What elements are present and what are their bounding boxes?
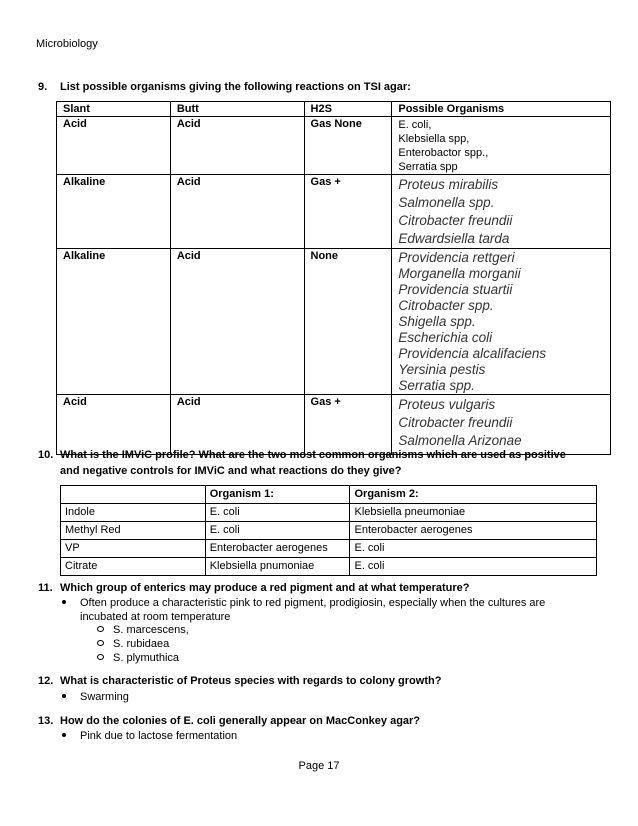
page-number: Page 17: [298, 760, 340, 772]
organism: Salmonella Arizonae: [398, 433, 522, 448]
organism: Citrobacter freundii: [398, 415, 513, 430]
organism: Providencia stuartii: [398, 282, 513, 297]
butt-cell: Acid: [170, 249, 304, 395]
slant-cell: Acid: [57, 117, 171, 175]
organism: Serratia spp.: [398, 378, 475, 393]
organism: Yersinia pestis: [398, 362, 486, 377]
column-header: Butt: [170, 102, 304, 117]
question-number: 10.: [38, 449, 54, 461]
column-header: Slant: [57, 102, 171, 117]
answer-text: Pink due to lactose fermentation: [80, 730, 238, 742]
circle-bullet-icon: [97, 640, 104, 646]
bullet-icon: [62, 733, 66, 737]
organism: Salmonella spp.: [398, 195, 495, 210]
imvic-table: [60, 485, 597, 576]
organism-2-cell: E. coli: [350, 540, 597, 558]
organisms-cell: [392, 395, 611, 455]
question-text: Which group of enterics may produce a red pigment and at what temperature?: [60, 582, 470, 594]
bullet-icon: [62, 600, 66, 604]
h2s-cell: Gas +: [304, 395, 392, 455]
test-cell: Indole: [61, 504, 206, 522]
question-text-line1: What is the IMViC profile? What are the two most common organisms which are used as positive: [60, 449, 566, 461]
butt-cell: Acid: [170, 117, 304, 175]
column-header: Organism 2:: [350, 486, 597, 504]
column-header: Organism 1:: [205, 486, 350, 504]
table-row: [61, 540, 597, 558]
question-12: [38, 673, 441, 689]
slant-cell: Alkaline: [57, 249, 171, 395]
organism: Citrobacter freundii: [398, 213, 513, 228]
table-row: [61, 504, 597, 522]
sub-list-item: [97, 651, 189, 665]
sub-item-text: S. marcescens,: [113, 624, 189, 636]
test-cell: VP: [61, 540, 206, 558]
question-9: [38, 79, 411, 95]
question-text: How do the colonies of E. coli generally appear on MacConkey agar?: [60, 715, 421, 727]
page-header: Microbiology: [36, 38, 98, 50]
sub-item-text: S. rubidaea: [113, 638, 170, 650]
answer-bullet: [62, 596, 545, 624]
sub-list-item: [97, 623, 189, 637]
organism: Morganella morganii: [398, 266, 521, 281]
circle-bullet-icon: [97, 654, 104, 660]
organism-1-cell: Klebsiella pnumoniae: [205, 558, 350, 576]
table-header-row: [61, 486, 597, 504]
organism: Escherichia coli: [398, 330, 493, 345]
test-cell: Citrate: [61, 558, 206, 576]
question-13: [38, 713, 420, 729]
question-number: 13.: [38, 715, 54, 727]
h2s-cell: Gas +: [304, 175, 392, 249]
organism: Proteus vulgaris: [398, 397, 496, 412]
test-cell: Methyl Red: [61, 522, 206, 540]
circle-bullet-icon: [97, 626, 104, 632]
organism: E. coli,: [398, 119, 432, 131]
organism: Klebsiella spp,: [398, 133, 470, 145]
question-10: [38, 447, 566, 479]
organism: Edwardsiella tarda: [398, 231, 510, 246]
bullet-icon: [62, 694, 66, 698]
column-header: H2S: [304, 102, 392, 117]
answer-bullet: [62, 729, 237, 743]
sub-item-text: S. plymuthica: [113, 652, 180, 664]
organisms-cell: [392, 175, 611, 249]
question-11: [38, 580, 470, 596]
organism-1-cell: E. coli: [205, 504, 350, 522]
organism-2-cell: Klebsiella pneumoniae: [350, 504, 597, 522]
table-row: [57, 395, 611, 455]
organism-2-cell: Enterobacter aerogenes: [350, 522, 597, 540]
sub-list-item: [97, 637, 189, 651]
h2s-cell: Gas None: [304, 117, 392, 175]
answer-bullet: [62, 690, 129, 704]
question-text: List possible organisms giving the following reactions on TSI agar:: [60, 81, 411, 93]
question-text-line2: and negative controls for IMViC and what reactions do they give?: [60, 465, 402, 477]
slant-cell: Acid: [57, 395, 171, 455]
question-number: 11.: [38, 582, 53, 594]
organisms-cell: [392, 249, 611, 395]
column-header: Possible Organisms: [392, 102, 611, 117]
answer-text: Swarming: [80, 691, 129, 703]
table-row: [57, 117, 611, 175]
h2s-cell: None: [304, 249, 392, 395]
organism: Shigella spp.: [398, 314, 476, 329]
butt-cell: Acid: [170, 175, 304, 249]
table-row: [61, 522, 597, 540]
question-number: 12.: [38, 675, 54, 687]
table-row: [61, 558, 597, 576]
table-row: [57, 249, 611, 395]
organism: Enterobactor spp.,: [398, 147, 489, 159]
organisms-cell: [392, 117, 611, 175]
table-header-row: [57, 102, 611, 117]
tsi-table: [56, 101, 611, 455]
answer-text-line2: incubated at room temperature: [80, 611, 231, 623]
question-number: 9.: [38, 81, 48, 93]
organism-2-cell: E. coli: [350, 558, 597, 576]
question-text: What is characteristic of Proteus species with regards to colony growth?: [60, 675, 442, 687]
slant-cell: Alkaline: [57, 175, 171, 249]
sub-list: [97, 623, 189, 665]
organism-1-cell: E. coli: [205, 522, 350, 540]
butt-cell: Acid: [170, 395, 304, 455]
table-row: [57, 175, 611, 249]
answer-text-line1: Often produce a characteristic pink to red pigment, prodigiosin, especially when the cultures are: [80, 597, 546, 609]
organism: Providencia rettgeri: [398, 250, 515, 265]
organism: Citrobacter spp.: [398, 298, 494, 313]
column-header: [61, 486, 206, 504]
organism: Proteus mirabilis: [398, 177, 499, 192]
organism: Providencia alcalifaciens: [398, 346, 547, 361]
organism: Serratia spp: [398, 161, 458, 173]
organism-1-cell: Enterobacter aerogenes: [205, 540, 350, 558]
